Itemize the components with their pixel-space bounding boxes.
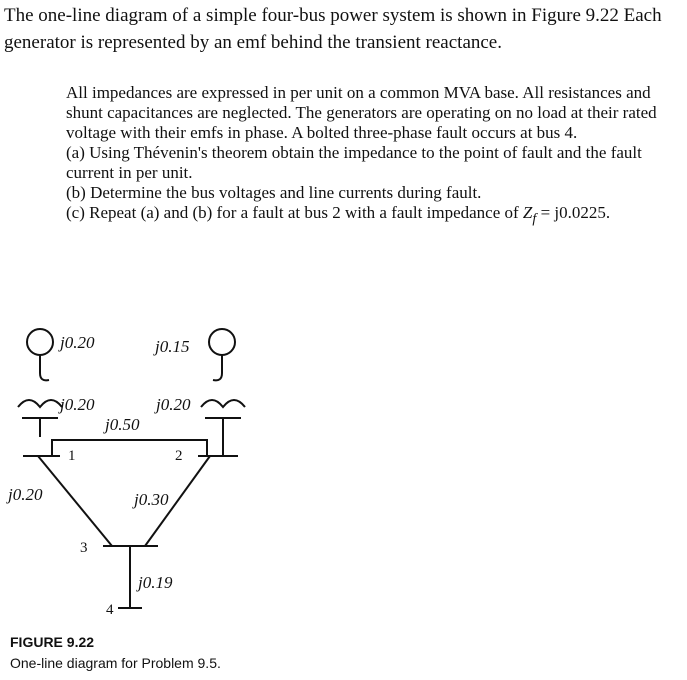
transformer-1-icon (18, 400, 62, 407)
figure-caption: One-line diagram for Problem 9.5. (10, 655, 221, 671)
line-3-4-label: j0.19 (138, 573, 173, 592)
part-c-prefix: (c) Repeat (a) and (b) for a fault at bus 2 with a fault impedance of (66, 203, 523, 222)
transformer-1-secondary (22, 418, 58, 437)
line-1-2-label: j0.50 (105, 415, 140, 434)
t1-reactance-label: j0.20 (60, 395, 95, 414)
bus-4-label: 4 (106, 602, 114, 618)
line-2-3-label: j0.30 (134, 490, 169, 509)
figure-title: FIGURE 9.22 (10, 634, 95, 650)
generator-1-ground-lead (40, 355, 49, 380)
bus-3-label: 3 (80, 540, 88, 556)
fault-impedance-symbol: Z (522, 203, 533, 222)
transformer-2-secondary (205, 418, 241, 456)
transformer-2-icon (201, 400, 245, 407)
gen2-reactance-label: j0.15 (155, 337, 190, 356)
problem-paragraph: All impedances are expressed in per unit on a common MVA base. All resistances and shunt capacitances are neglected. The generators are operating on no load at their rated voltage with their emfs in phase. A bolted three-phase fault occurs at bus 4. (66, 83, 657, 142)
generator-2-icon (209, 329, 235, 355)
part-b: (b) Determine the bus voltages and line currents during fault. (66, 183, 482, 202)
fault-impedance-subscript: f (532, 210, 537, 227)
generator-2-ground-lead (213, 355, 222, 380)
generator-1-icon (27, 329, 53, 355)
bus-1-label: 1 (68, 448, 76, 464)
line-1-3 (38, 456, 112, 546)
part-c-suffix: = j0.0225. (536, 203, 611, 222)
line-1-3-label: j0.20 (8, 485, 43, 504)
bus-2-label: 2 (175, 448, 183, 464)
t2-reactance-label: j0.20 (156, 395, 191, 414)
part-a: (a) Using Thévenin's theorem obtain the impedance to the point of fault and the fault current in per unit. (66, 143, 642, 182)
intro-text: The one-line diagram of a simple four-bus power system is shown in Figure 9.22 Each generator is represented by an emf behind the transient reactance. (4, 5, 662, 53)
gen1-reactance-label: j0.20 (60, 333, 95, 352)
